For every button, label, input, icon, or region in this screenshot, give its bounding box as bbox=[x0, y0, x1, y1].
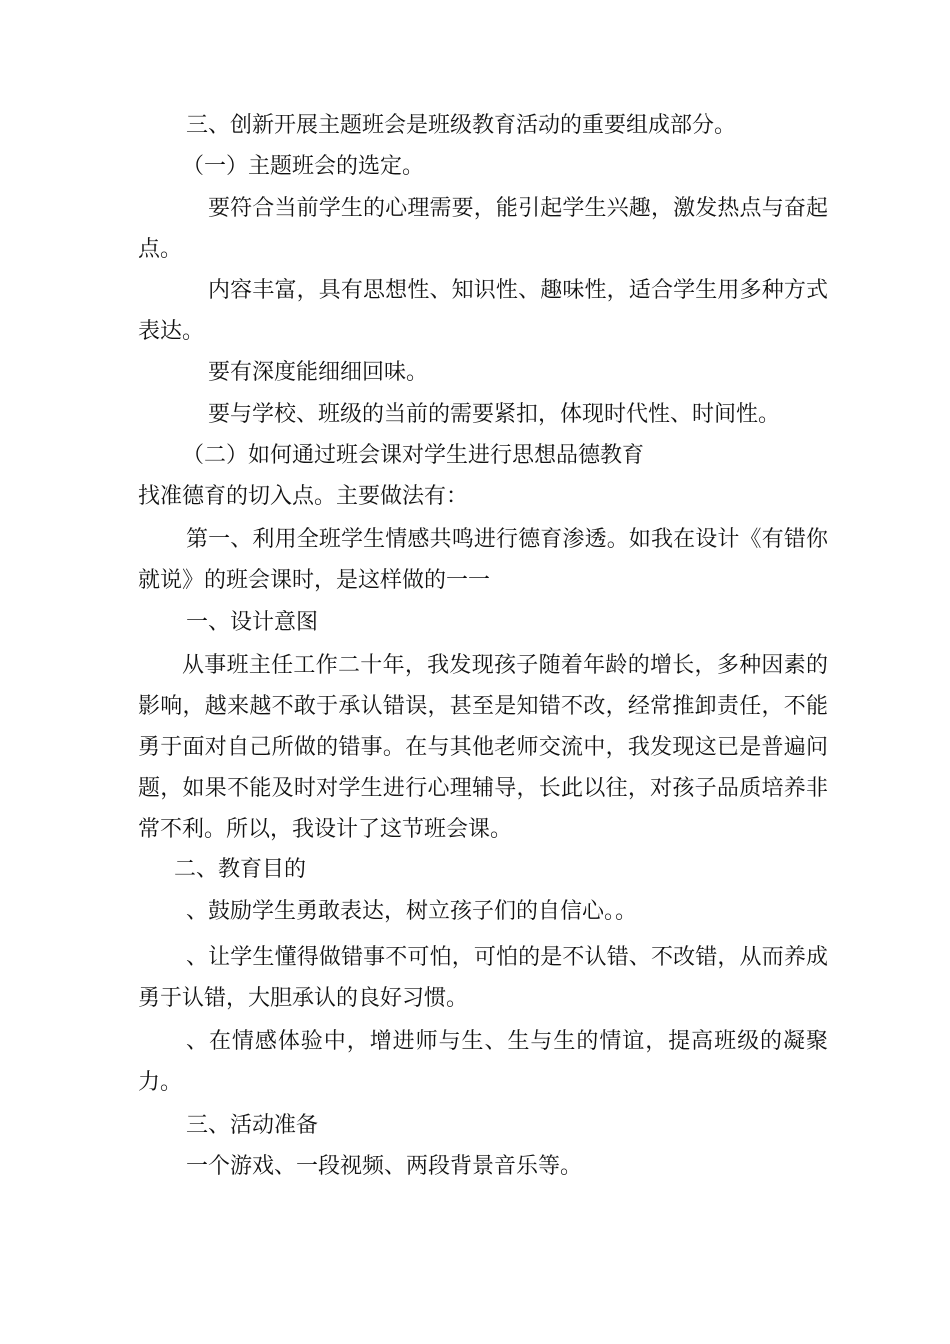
heading-design-intent: 一、设计意图 bbox=[186, 610, 319, 635]
subheading-2: （二）如何通过班会课对学生进行思想品德教育 bbox=[182, 443, 645, 468]
paragraph: 要符合当前学生的心理需要，能引起学生兴趣，激发热点与奋起点。 bbox=[138, 196, 828, 262]
paragraph: 一个游戏、一段视频、两段背景音乐等。 bbox=[186, 1154, 583, 1179]
paragraph: 内容丰富，具有思想性、知识性、趣味性，适合学生用多种方式表达。 bbox=[138, 278, 828, 344]
heading-education-goal: 二、教育目的 bbox=[174, 857, 307, 882]
paragraph: 要有深度能细细回味。 bbox=[208, 360, 429, 385]
paragraph: 、鼓励学生勇敢表达，树立孩子们的自信心。。 bbox=[186, 899, 638, 924]
paragraph: 第一、利用全班学生情感共鸣进行德育渗透。如我在设计《有错你就说》的班会课时，是这样做的一一 bbox=[138, 527, 828, 593]
section-heading-3: 三、创新开展主题班会是班级教育活动的重要组成部分。 bbox=[186, 113, 737, 138]
paragraph: 从事班主任工作二十年，我发现孩子随着年龄的增长，多种因素的影响，越来越不敢于承认错误，甚至是知错不改，经常推卸责任，不能勇于面对自己所做的错事。在与其他老师交流中，我发现这已是普遍问题，如果不能及时对学生进行心理辅导，长此以往，对孩子品质培养非常不利。所以，我设计了这节班会课。 bbox=[138, 653, 828, 842]
paragraph: 、在情感体验中，增进师与生、生与生的情谊，提高班级的凝聚力。 bbox=[138, 1029, 828, 1095]
paragraph: 要与学校、班级的当前的需要紧扣，体现时代性、时间性。 bbox=[208, 402, 781, 427]
paragraph: 、让学生懂得做错事不可怕，可怕的是不认错、不改错，从而养成勇于认错，大胆承认的良好习惯。 bbox=[138, 945, 828, 1011]
heading-activity-prep: 三、活动准备 bbox=[186, 1113, 319, 1138]
subheading-1: （一）主题班会的选定。 bbox=[182, 154, 425, 179]
paragraph: 找准德育的切入点。主要做法有： bbox=[138, 484, 469, 509]
